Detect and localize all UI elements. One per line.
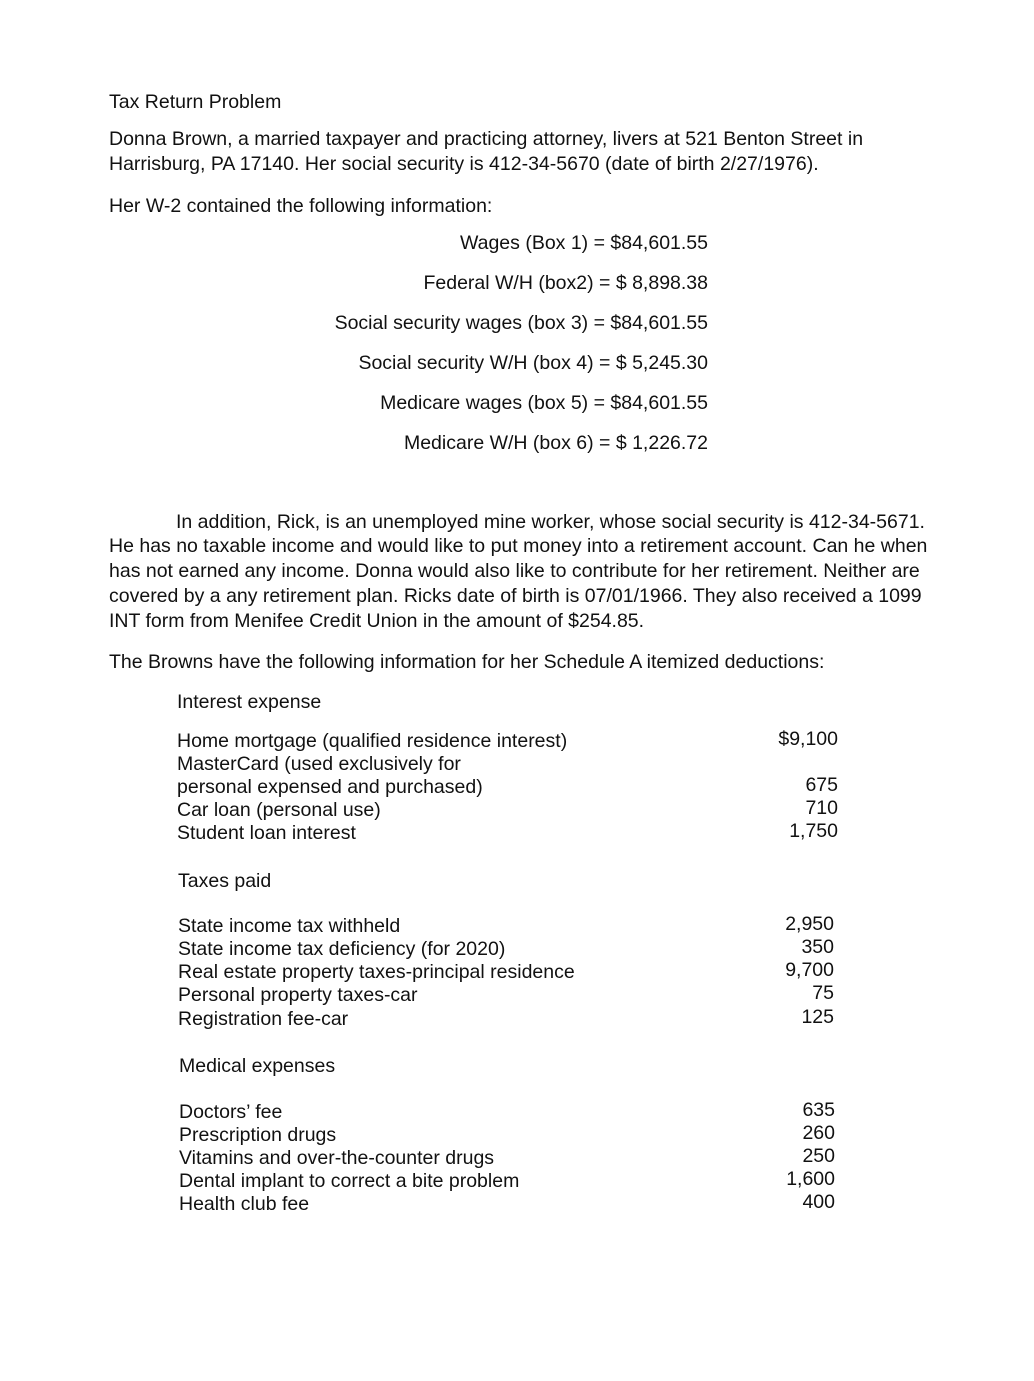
deduction-label: State income tax deficiency (for 2020) [178, 938, 506, 960]
deduction-label: Dental implant to correct a bite problem [179, 1170, 520, 1192]
intro-line-1: Donna Brown, a married taxpayer and practicing attorney, livers at 521 Benton Street in [109, 128, 864, 150]
deduction-label: Student loan interest [177, 822, 356, 844]
deduction-label: Home mortgage (qualified residence interest) [177, 730, 568, 752]
deduction-amount: 1,750 [789, 820, 838, 842]
deduction-label: personal expensed and purchased) [177, 776, 483, 798]
document-title: Tax Return Problem [109, 91, 282, 113]
deduction-label: Real estate property taxes-principal residence [178, 961, 575, 983]
rick-line-5: INT form from Menifee Credit Union in the amount of $254.85. [109, 610, 645, 632]
deduction-amount: 260 [802, 1122, 835, 1144]
intro-line-2: Harrisburg, PA 17140. Her social security is 412-34-5670 (date of birth 2/27/1976). [109, 153, 819, 175]
w2-heading: Her W-2 contained the following information: [109, 195, 493, 217]
deduction-label: Health club fee [179, 1193, 310, 1215]
rick-line-2: He has no taxable income and would like to put money into a retirement account. Can he when [109, 535, 928, 557]
w2-line: Federal W/H (box2) = $ 8,898.38 [423, 272, 708, 294]
deduction-amount: 400 [802, 1191, 835, 1213]
w2-line: Wages (Box 1) = $84,601.55 [459, 232, 708, 254]
deduction-label: State income tax withheld [178, 915, 401, 937]
deduction-amount: $9,100 [778, 728, 838, 750]
w2-line: Social security W/H (box 4) = $ 5,245.30 [358, 352, 708, 374]
taxes-paid-heading: Taxes paid [178, 870, 272, 892]
deduction-amount: 2,950 [785, 913, 834, 935]
deduction-amount: 75 [812, 982, 834, 1004]
deduction-amount: 125 [801, 1006, 834, 1028]
deduction-label: Vitamins and over-the-counter drugs [179, 1147, 495, 1169]
rick-line-4: covered by a any retirement plan. Ricks date of birth is 07/01/1966. They also received a 1099 [109, 585, 922, 607]
deduction-label: MasterCard (used exclusively for [177, 753, 461, 775]
w2-line: Medicare W/H (box 6) = $ 1,226.72 [403, 432, 708, 454]
deduction-amount: 675 [805, 774, 838, 796]
deduction-label: Personal property taxes-car [178, 984, 418, 1006]
deduction-amount: 710 [805, 797, 838, 819]
deduction-amount: 1,600 [786, 1168, 835, 1190]
rick-line-3: has not earned any income. Donna would also like to contribute for her retirement. Neither are [109, 560, 920, 582]
deduction-label: Registration fee-car [178, 1008, 349, 1030]
deduction-label: Doctors’ fee [179, 1101, 283, 1123]
w2-line: Social security wages (box 3) = $84,601.55 [334, 312, 708, 334]
deduction-amount: 635 [802, 1099, 835, 1121]
deduction-amount: 250 [802, 1145, 835, 1167]
medical-expenses-heading: Medical expenses [179, 1055, 336, 1077]
deduction-label: Prescription drugs [179, 1124, 337, 1146]
deduction-label: Car loan (personal use) [177, 799, 381, 821]
deduction-amount: 9,700 [785, 959, 834, 981]
w2-line: Medicare wages (box 5) = $84,601.55 [380, 392, 708, 414]
deduction-amount: 350 [801, 936, 834, 958]
schedule-a-heading: The Browns have the following information for her Schedule A itemized deductions: [109, 651, 825, 673]
rick-line-1: In addition, Rick, is an unemployed mine worker, whose social security is 412-34-5671. [176, 511, 925, 533]
interest-expense-heading: Interest expense [177, 691, 322, 713]
